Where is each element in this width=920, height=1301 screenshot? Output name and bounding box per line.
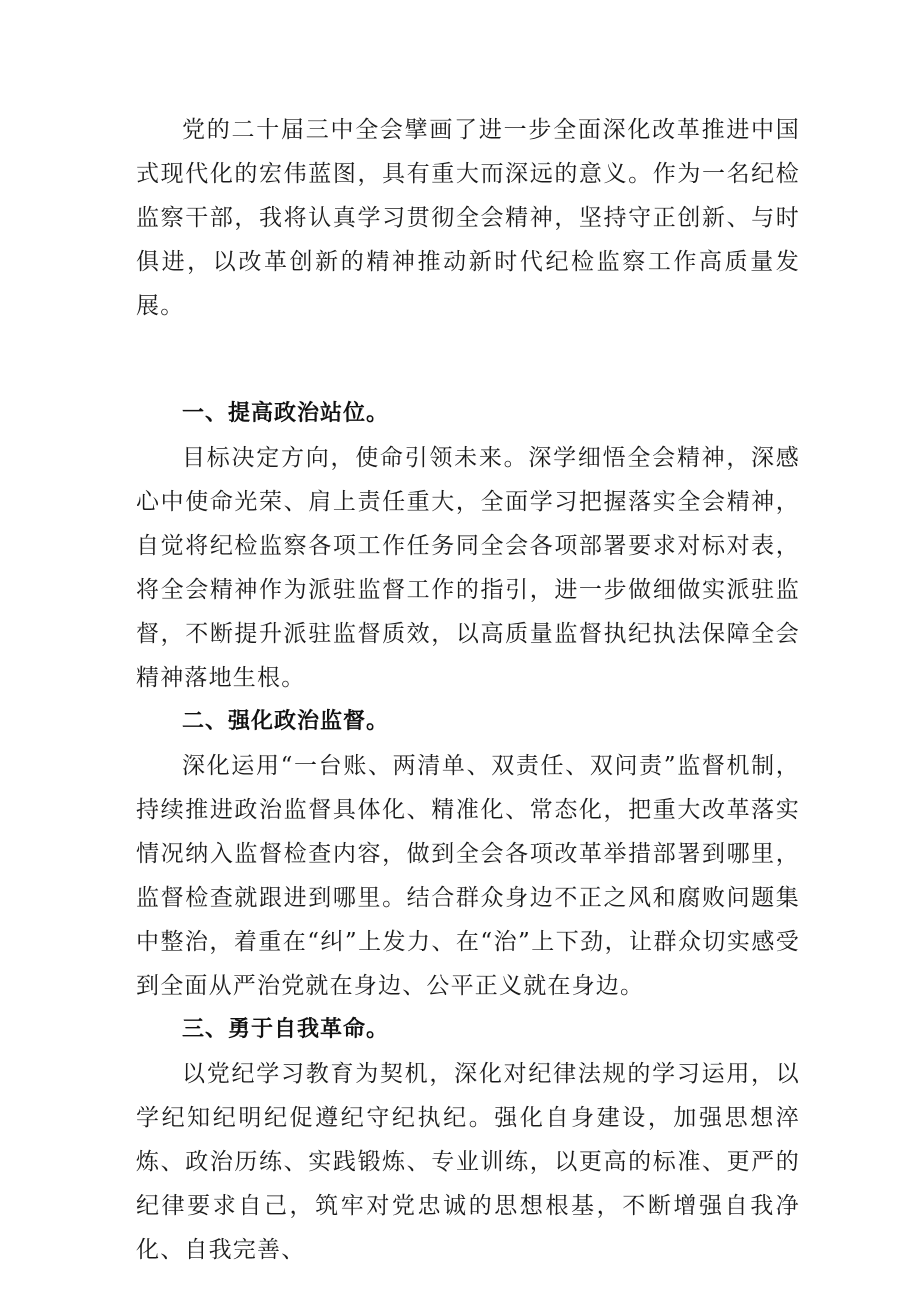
section-paragraph-1: 目标决定方向，使命引领未来。深学细悟全会精神，深感心中使命光荣、肩上责任重大，全面学习把握落实全会精神，自觉将纪检监察各项工作任务同全会各项部署要求对标对表，将全会精神作为派驻监督工作的指引，进一步做细做实派驻监督，不断提升派驻监督质效，以高质量监督执纪执法保障全会精神落地生根。 xyxy=(136,445,800,691)
section-paragraph-3: 以党纪学习教育为契机，深化对纪律法规的学习运用，以学纪知纪明纪促遵纪守纪执纪。强化自身建设，加强思想淬炼、政治历练、实践锻炼、专业训练，以更高的标准、更严的纪律要求自己，筑牢对党忠诚的思想根基，不断增强自我净化、自我完善、 xyxy=(136,1061,800,1263)
intro-paragraph: 党的二十届三中全会擘画了进一步全面深化改革推进中国式现代化的宏伟蓝图，具有重大而深远的意义。作为一名纪检监察干部，我将认真学习贯彻全会精神，坚持守正创新、与时俱进，以改革创新的精神推动新时代纪检监察工作高质量发展。 xyxy=(136,117,800,319)
section-paragraph-2: 深化运用“一台账、两清单、双责任、双问责”监督机制，持续推进政治监督具体化、精准化、常态化，把重大改革落实情况纳入监督检查内容，做到全会各项改革举措部署到哪里，监督检查就跟进到哪里。结合群众身边不正之风和腐败问题集中整治，着重在“纠”上发力、在“治”上下劲，让群众切实感受到全面从严治党就在身边、公平正义就在身边。 xyxy=(136,753,800,999)
document-body xyxy=(136,108,800,1272)
section-heading-2: 二、强化政治监督。 xyxy=(182,709,390,734)
section-heading-1: 一、提高政治站位。 xyxy=(182,401,390,426)
section-heading-3: 三、勇于自我革命。 xyxy=(182,1017,390,1042)
